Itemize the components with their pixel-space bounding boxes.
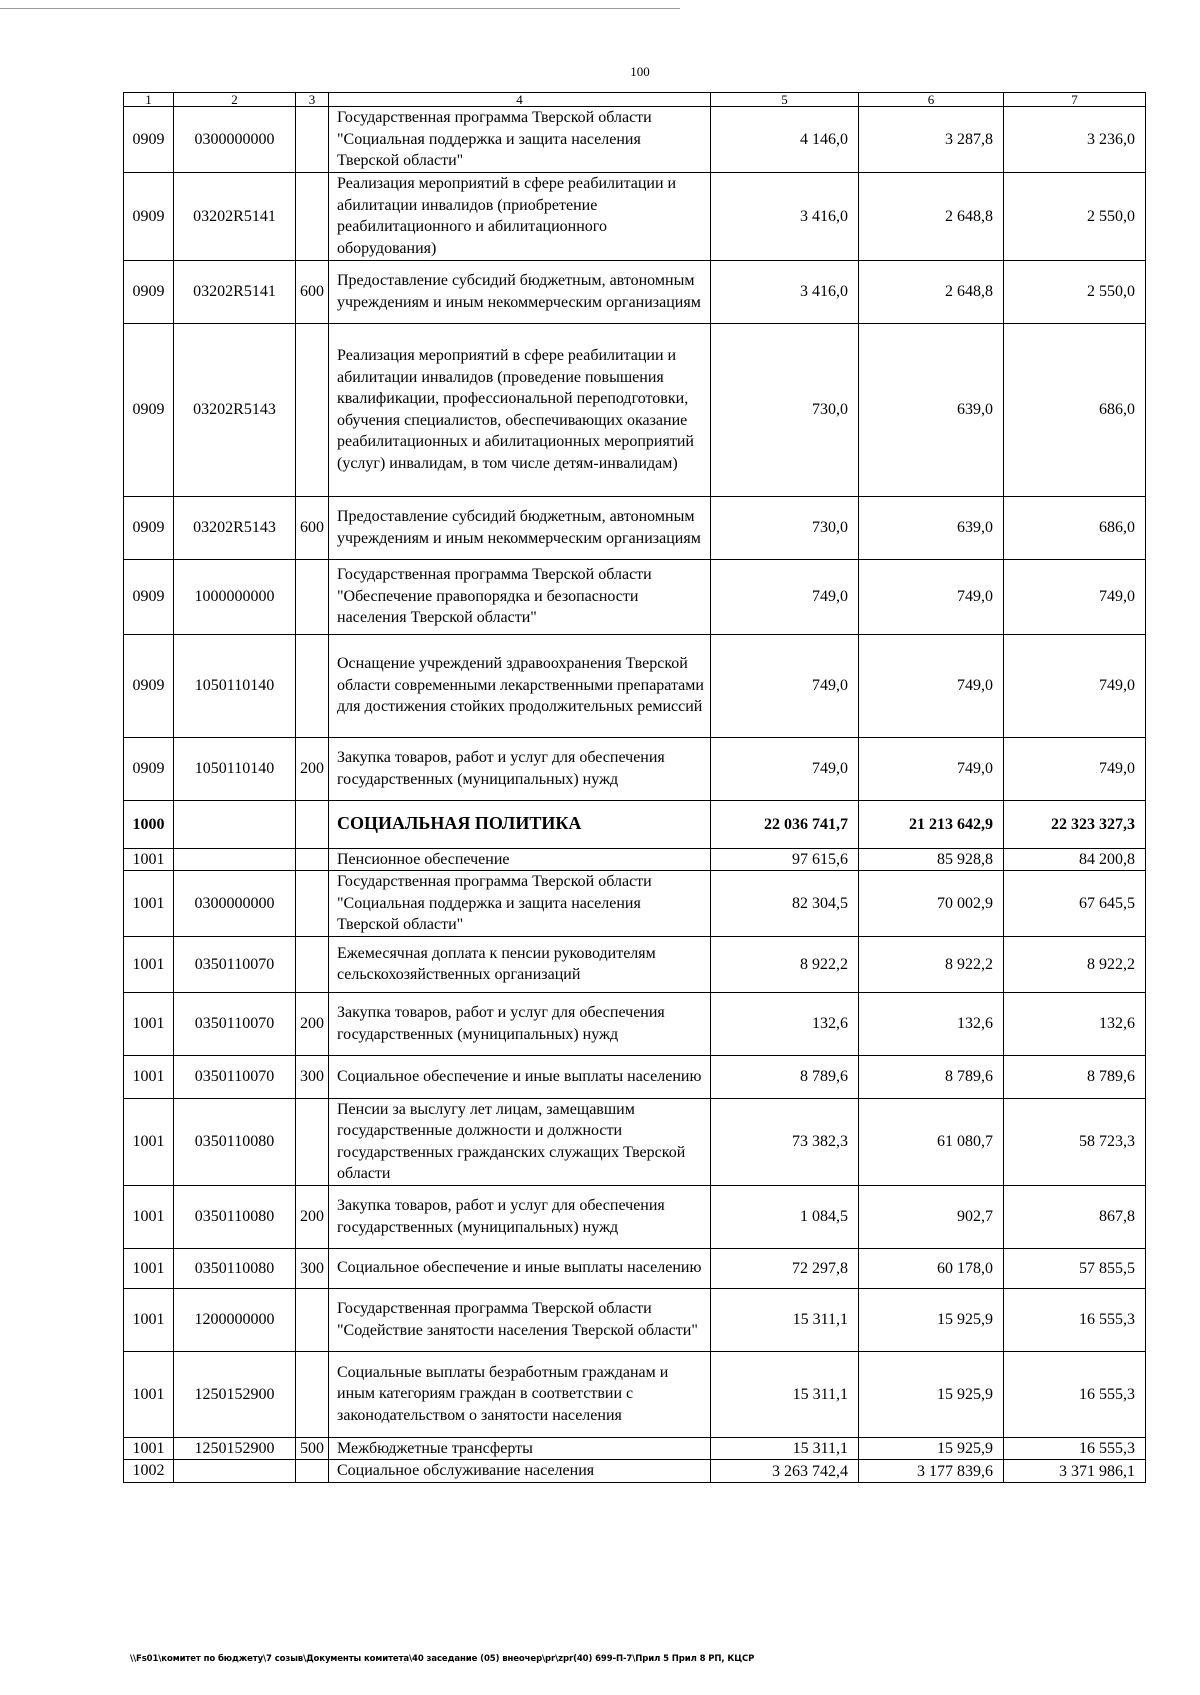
amount-col6-cell: 2 648,8 xyxy=(859,260,1004,323)
amount-col6-cell: 749,0 xyxy=(859,737,1004,800)
amount-col5-cell: 3 416,0 xyxy=(711,260,859,323)
target-article-cell xyxy=(174,800,296,848)
amount-col6-cell: 85 928,8 xyxy=(859,848,1004,871)
header-cell: 1 xyxy=(124,93,174,107)
amount-col6-cell: 749,0 xyxy=(859,559,1004,634)
amount-col7-cell: 686,0 xyxy=(1004,496,1146,559)
item-name-cell: Закупка товаров, работ и услуг для обеспечения государственных (муниципальных) нужд xyxy=(329,992,711,1055)
amount-col6-cell: 70 002,9 xyxy=(859,871,1004,937)
table-row xyxy=(124,634,1146,737)
expense-type-cell: 200 xyxy=(296,992,329,1055)
expense-type-cell: 600 xyxy=(296,260,329,323)
amount-col5-cell: 8 789,6 xyxy=(711,1055,859,1098)
amount-col5-cell: 3 263 742,4 xyxy=(711,1460,859,1483)
item-name-cell: Предоставление субсидий бюджетным, автономным учреждениям и иным некоммерческим организациям xyxy=(329,496,711,559)
expense-type-cell: 600 xyxy=(296,496,329,559)
item-name-cell: Реализация мероприятий в сфере реабилитации и абилитации инвалидов (проведение повышения квалификации, профессиональной переподготовки, обучения специалистов, обеспечивающих оказание реабилитационных и абилитационных мероприятий (услуг) инвалидам, в том числе детям-инвалидам) xyxy=(329,323,711,496)
expense-type-cell: 500 xyxy=(296,1437,329,1460)
amount-col5-cell: 1 084,5 xyxy=(711,1185,859,1248)
amount-col7-cell: 22 323 327,3 xyxy=(1004,800,1146,848)
table-row xyxy=(124,1288,1146,1351)
section-code-cell: 1001 xyxy=(124,871,174,937)
amount-col5-cell: 73 382,3 xyxy=(711,1098,859,1185)
amount-col6-cell: 15 925,9 xyxy=(859,1437,1004,1460)
target-article-cell xyxy=(174,1460,296,1483)
expense-type-cell xyxy=(296,172,329,260)
table-row xyxy=(124,496,1146,559)
amount-col7-cell: 749,0 xyxy=(1004,634,1146,737)
amount-col5-cell: 4 146,0 xyxy=(711,107,859,173)
item-name-cell: Социальное обеспечение и иные выплаты населению xyxy=(329,1055,711,1098)
header-row xyxy=(124,93,1146,107)
amount-col5-cell: 749,0 xyxy=(711,634,859,737)
table-row xyxy=(124,1098,1146,1185)
item-name-cell: Государственная программа Тверской области "Социальная поддержка и защита населения Тверской области" xyxy=(329,107,711,173)
section-code-cell: 1001 xyxy=(124,1248,174,1288)
table-row xyxy=(124,1460,1146,1483)
section-code-cell: 0909 xyxy=(124,107,174,173)
item-name-cell: СОЦИАЛЬНАЯ ПОЛИТИКА xyxy=(329,800,711,848)
header-cell: 4 xyxy=(329,93,711,107)
amount-col6-cell: 639,0 xyxy=(859,323,1004,496)
table-row xyxy=(124,1248,1146,1288)
amount-col5-cell: 15 311,1 xyxy=(711,1288,859,1351)
table-row xyxy=(124,800,1146,848)
expense-type-cell xyxy=(296,323,329,496)
section-code-cell: 0909 xyxy=(124,260,174,323)
amount-col5-cell: 132,6 xyxy=(711,992,859,1055)
target-article-cell: 0350110080 xyxy=(174,1248,296,1288)
expense-type-cell xyxy=(296,848,329,871)
section-code-cell: 0909 xyxy=(124,737,174,800)
amount-col7-cell: 3 236,0 xyxy=(1004,107,1146,173)
section-code-cell: 1001 xyxy=(124,1185,174,1248)
target-article-cell: 0350110070 xyxy=(174,936,296,992)
item-name-cell: Закупка товаров, работ и услуг для обеспечения государственных (муниципальных) нужд xyxy=(329,737,711,800)
item-name-cell: Государственная программа Тверской области "Социальная поддержка и защита населения Тверской области" xyxy=(329,871,711,937)
target-article-cell: 03202R5141 xyxy=(174,172,296,260)
item-name-cell: Оснащение учреждений здравоохранения Тверской области современными лекарственными препаратами для достижения стойких продолжительных ремиссий xyxy=(329,634,711,737)
expense-type-cell: 300 xyxy=(296,1055,329,1098)
amount-col7-cell: 749,0 xyxy=(1004,559,1146,634)
section-code-cell: 0909 xyxy=(124,559,174,634)
expense-type-cell xyxy=(296,936,329,992)
amount-col6-cell: 8 922,2 xyxy=(859,936,1004,992)
target-article-cell: 1250152900 xyxy=(174,1351,296,1437)
item-name-cell: Закупка товаров, работ и услуг для обеспечения государственных (муниципальных) нужд xyxy=(329,1185,711,1248)
table-row xyxy=(124,1351,1146,1437)
expense-type-cell xyxy=(296,1351,329,1437)
item-name-cell: Пенсионное обеспечение xyxy=(329,848,711,871)
amount-col7-cell: 16 555,3 xyxy=(1004,1351,1146,1437)
amount-col7-cell: 16 555,3 xyxy=(1004,1288,1146,1351)
table-row xyxy=(124,1437,1146,1460)
target-article-cell: 0350110070 xyxy=(174,1055,296,1098)
section-code-cell: 1001 xyxy=(124,1351,174,1437)
expense-type-cell xyxy=(296,559,329,634)
expense-type-cell xyxy=(296,1098,329,1185)
amount-col6-cell: 8 789,6 xyxy=(859,1055,1004,1098)
header-cell: 2 xyxy=(174,93,296,107)
item-name-cell: Государственная программа Тверской области "Содействие занятости населения Тверской области" xyxy=(329,1288,711,1351)
expense-type-cell: 300 xyxy=(296,1248,329,1288)
amount-col7-cell: 867,8 xyxy=(1004,1185,1146,1248)
amount-col7-cell: 16 555,3 xyxy=(1004,1437,1146,1460)
section-code-cell: 1001 xyxy=(124,1098,174,1185)
item-name-cell: Межбюджетные трансферты xyxy=(329,1437,711,1460)
amount-col5-cell: 730,0 xyxy=(711,323,859,496)
target-article-cell: 1050110140 xyxy=(174,634,296,737)
target-article-cell: 0350110070 xyxy=(174,992,296,1055)
target-article-cell: 0300000000 xyxy=(174,871,296,937)
target-article-cell: 1250152900 xyxy=(174,1437,296,1460)
table-row xyxy=(124,992,1146,1055)
item-name-cell: Реализация мероприятий в сфере реабилитации и абилитации инвалидов (приобретение реабилитационного и абилитационного оборудования) xyxy=(329,172,711,260)
section-code-cell: 1001 xyxy=(124,848,174,871)
amount-col5-cell: 749,0 xyxy=(711,559,859,634)
section-code-cell: 1001 xyxy=(124,992,174,1055)
item-name-cell: Предоставление субсидий бюджетным, автономным учреждениям и иным некоммерческим организациям xyxy=(329,260,711,323)
table-row xyxy=(124,936,1146,992)
table-row xyxy=(124,871,1146,937)
item-name-cell: Государственная программа Тверской области "Обеспечение правопорядка и безопасности населения Тверской области" xyxy=(329,559,711,634)
table-row xyxy=(124,172,1146,260)
table-row xyxy=(124,260,1146,323)
amount-col6-cell: 2 648,8 xyxy=(859,172,1004,260)
amount-col7-cell: 84 200,8 xyxy=(1004,848,1146,871)
budget-table xyxy=(123,92,1146,1483)
expense-type-cell xyxy=(296,107,329,173)
amount-col6-cell: 902,7 xyxy=(859,1185,1004,1248)
amount-col5-cell: 8 922,2 xyxy=(711,936,859,992)
amount-col6-cell: 3 177 839,6 xyxy=(859,1460,1004,1483)
section-code-cell: 1000 xyxy=(124,800,174,848)
amount-col6-cell: 61 080,7 xyxy=(859,1098,1004,1185)
target-article-cell: 03202R5143 xyxy=(174,496,296,559)
table-row xyxy=(124,737,1146,800)
amount-col5-cell: 82 304,5 xyxy=(711,871,859,937)
amount-col5-cell: 72 297,8 xyxy=(711,1248,859,1288)
amount-col5-cell: 15 311,1 xyxy=(711,1437,859,1460)
amount-col5-cell: 749,0 xyxy=(711,737,859,800)
amount-col5-cell: 97 615,6 xyxy=(711,848,859,871)
target-article-cell xyxy=(174,848,296,871)
header-cell: 5 xyxy=(711,93,859,107)
amount-col6-cell: 15 925,9 xyxy=(859,1351,1004,1437)
amount-col7-cell: 2 550,0 xyxy=(1004,172,1146,260)
item-name-cell: Социальные выплаты безработным гражданам и иным категориям граждан в соответствии с законодательством о занятости населения xyxy=(329,1351,711,1437)
amount-col6-cell: 132,6 xyxy=(859,992,1004,1055)
amount-col6-cell: 639,0 xyxy=(859,496,1004,559)
amount-col5-cell: 15 311,1 xyxy=(711,1351,859,1437)
expense-type-cell: 200 xyxy=(296,1185,329,1248)
scan-edge-line xyxy=(0,8,680,9)
target-article-cell: 1200000000 xyxy=(174,1288,296,1351)
target-article-cell: 1050110140 xyxy=(174,737,296,800)
item-name-cell: Ежемесячная доплата к пенсии руководителям сельскохозяйственных организаций xyxy=(329,936,711,992)
item-name-cell: Социальное обеспечение и иные выплаты населению xyxy=(329,1248,711,1288)
target-article-cell: 03202R5141 xyxy=(174,260,296,323)
expense-type-cell xyxy=(296,1288,329,1351)
item-name-cell: Пенсии за выслугу лет лицам, замещавшим государственные должности и должности государственных гражданских служащих Тверской области xyxy=(329,1098,711,1185)
amount-col7-cell: 3 371 986,1 xyxy=(1004,1460,1146,1483)
table-row xyxy=(124,107,1146,173)
amount-col6-cell: 749,0 xyxy=(859,634,1004,737)
section-code-cell: 0909 xyxy=(124,496,174,559)
header-cell: 6 xyxy=(859,93,1004,107)
target-article-cell: 0350110080 xyxy=(174,1098,296,1185)
amount-col7-cell: 132,6 xyxy=(1004,992,1146,1055)
amount-col7-cell: 58 723,3 xyxy=(1004,1098,1146,1185)
amount-col7-cell: 749,0 xyxy=(1004,737,1146,800)
expense-type-cell xyxy=(296,871,329,937)
table-row xyxy=(124,323,1146,496)
section-code-cell: 1001 xyxy=(124,1437,174,1460)
page-number: 100 xyxy=(630,64,650,79)
file-path-footer: \\Fs01\комитет по бюджету\7 созыв\Документы комитета\40 заседание (05) внеочер\pr\zpr(40) 699-П-7\Прил 5 Прил 8 РП, КЦСР xyxy=(130,1654,755,1664)
header-cell: 3 xyxy=(296,93,329,107)
section-code-cell: 1001 xyxy=(124,936,174,992)
table-row xyxy=(124,848,1146,871)
amount-col5-cell: 3 416,0 xyxy=(711,172,859,260)
section-code-cell: 1002 xyxy=(124,1460,174,1483)
amount-col7-cell: 67 645,5 xyxy=(1004,871,1146,937)
section-code-cell: 0909 xyxy=(124,634,174,737)
amount-col7-cell: 2 550,0 xyxy=(1004,260,1146,323)
expense-type-cell xyxy=(296,800,329,848)
amount-col6-cell: 15 925,9 xyxy=(859,1288,1004,1351)
amount-col7-cell: 686,0 xyxy=(1004,323,1146,496)
table-row xyxy=(124,1185,1146,1248)
header-cell: 7 xyxy=(1004,93,1146,107)
section-code-cell: 0909 xyxy=(124,172,174,260)
amount-col6-cell: 60 178,0 xyxy=(859,1248,1004,1288)
amount-col7-cell: 8 789,6 xyxy=(1004,1055,1146,1098)
expense-type-cell: 200 xyxy=(296,737,329,800)
expense-type-cell xyxy=(296,1460,329,1483)
amount-col7-cell: 57 855,5 xyxy=(1004,1248,1146,1288)
table-body xyxy=(124,93,1146,1483)
section-code-cell: 0909 xyxy=(124,323,174,496)
amount-col6-cell: 3 287,8 xyxy=(859,107,1004,173)
section-code-cell: 1001 xyxy=(124,1288,174,1351)
target-article-cell: 0350110080 xyxy=(174,1185,296,1248)
target-article-cell: 1000000000 xyxy=(174,559,296,634)
expense-type-cell xyxy=(296,634,329,737)
amount-col6-cell: 21 213 642,9 xyxy=(859,800,1004,848)
table-row xyxy=(124,1055,1146,1098)
section-code-cell: 1001 xyxy=(124,1055,174,1098)
amount-col7-cell: 8 922,2 xyxy=(1004,936,1146,992)
target-article-cell: 03202R5143 xyxy=(174,323,296,496)
target-article-cell: 0300000000 xyxy=(174,107,296,173)
table-row xyxy=(124,559,1146,634)
amount-col5-cell: 730,0 xyxy=(711,496,859,559)
item-name-cell: Социальное обслуживание населения xyxy=(329,1460,711,1483)
amount-col5-cell: 22 036 741,7 xyxy=(711,800,859,848)
